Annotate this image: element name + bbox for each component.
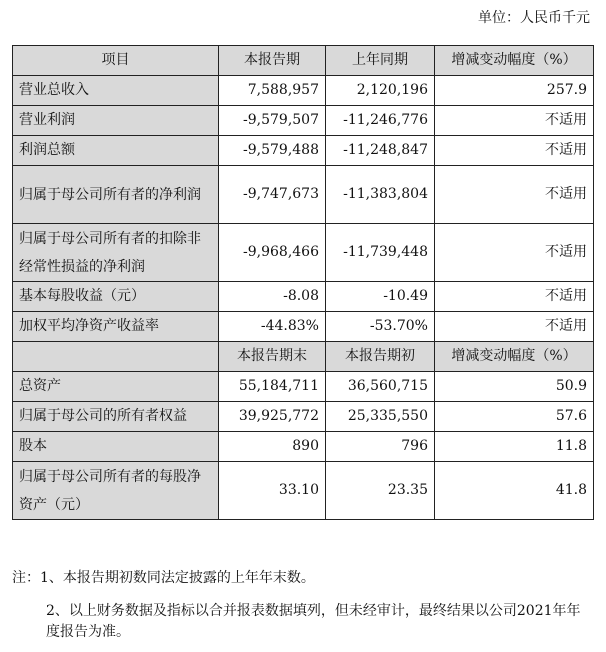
row-current: -9,579,507 bbox=[219, 106, 326, 136]
row-prior: 25,335,550 bbox=[326, 402, 435, 432]
table-row bbox=[13, 402, 594, 432]
row-label: 归属于母公司所有者的净利润 bbox=[13, 166, 219, 224]
table-row bbox=[13, 76, 594, 106]
table-row bbox=[13, 166, 594, 224]
row-current: 7,588,957 bbox=[219, 76, 326, 106]
row-label: 股本 bbox=[13, 432, 219, 462]
row-current: 39,925,772 bbox=[219, 402, 326, 432]
row-prior: 23.35 bbox=[326, 462, 435, 520]
row-label: 利润总额 bbox=[13, 136, 219, 166]
row-label: 基本每股收益（元） bbox=[13, 282, 219, 312]
row-change: 57.6 bbox=[435, 402, 594, 432]
header-current-period: 本报告期 bbox=[219, 46, 326, 76]
row-current: 55,184,711 bbox=[219, 372, 326, 402]
row-change: 不适用 bbox=[435, 282, 594, 312]
header-item: 项目 bbox=[13, 46, 219, 76]
row-current: -9,579,488 bbox=[219, 136, 326, 166]
table-header-row bbox=[13, 46, 594, 76]
row-prior: 36,560,715 bbox=[326, 372, 435, 402]
row-label: 加权平均净资产收益率 bbox=[13, 312, 219, 342]
row-label: 总资产 bbox=[13, 372, 219, 402]
row-change: 11.8 bbox=[435, 432, 594, 462]
footnotes bbox=[12, 568, 594, 643]
table-subheader-row bbox=[13, 342, 594, 372]
row-current: 890 bbox=[219, 432, 326, 462]
row-label: 营业总收入 bbox=[13, 76, 219, 106]
subheader-change-pct: 增减变动幅度（%） bbox=[435, 342, 594, 372]
subheader-period-start: 本报告期初 bbox=[326, 342, 435, 372]
row-change: 不适用 bbox=[435, 136, 594, 166]
header-change-pct: 增减变动幅度（%） bbox=[435, 46, 594, 76]
header-prior-period: 上年同期 bbox=[326, 46, 435, 76]
row-prior: -53.70% bbox=[326, 312, 435, 342]
row-current: -44.83% bbox=[219, 312, 326, 342]
unit-label: 单位：人民币千元 bbox=[478, 10, 590, 26]
row-label: 归属于母公司所有者的扣除非经常性损益的净利润 bbox=[13, 224, 219, 282]
row-change: 不适用 bbox=[435, 224, 594, 282]
table-row bbox=[13, 312, 594, 342]
table-row bbox=[13, 106, 594, 136]
table-row bbox=[13, 136, 594, 166]
subheader-period-end: 本报告期末 bbox=[219, 342, 326, 372]
row-change: 50.9 bbox=[435, 372, 594, 402]
table-row bbox=[13, 224, 594, 282]
row-current: -9,747,673 bbox=[219, 166, 326, 224]
row-change: 41.8 bbox=[435, 462, 594, 520]
row-change: 257.9 bbox=[435, 76, 594, 106]
row-prior: -11,739,448 bbox=[326, 224, 435, 282]
footnote-2: 2、以上财务数据及指标以合并报表数据填列，但未经审计，最终结果以公司2021年年度报告为准。 bbox=[46, 603, 581, 640]
financial-summary-table bbox=[12, 45, 594, 520]
table-row bbox=[13, 372, 594, 402]
table-row bbox=[13, 462, 594, 520]
row-current: 33.10 bbox=[219, 462, 326, 520]
row-prior: -11,246,776 bbox=[326, 106, 435, 136]
row-prior: -11,383,804 bbox=[326, 166, 435, 224]
row-current: -8.08 bbox=[219, 282, 326, 312]
row-change: 不适用 bbox=[435, 312, 594, 342]
subheader-empty bbox=[13, 342, 219, 372]
row-prior: 796 bbox=[326, 432, 435, 462]
row-current: -9,968,466 bbox=[219, 224, 326, 282]
footnote-1: 注：1、本报告期初数同法定披露的上年年末数。 bbox=[12, 570, 315, 586]
row-change: 不适用 bbox=[435, 166, 594, 224]
table-row bbox=[13, 282, 594, 312]
row-label: 归属于母公司的所有者权益 bbox=[13, 402, 219, 432]
row-label: 归属于母公司所有者的每股净资产（元） bbox=[13, 462, 219, 520]
row-label: 营业利润 bbox=[13, 106, 219, 136]
row-prior: -11,248,847 bbox=[326, 136, 435, 166]
row-prior: -10.49 bbox=[326, 282, 435, 312]
row-prior: 2,120,196 bbox=[326, 76, 435, 106]
table-row bbox=[13, 432, 594, 462]
row-change: 不适用 bbox=[435, 106, 594, 136]
